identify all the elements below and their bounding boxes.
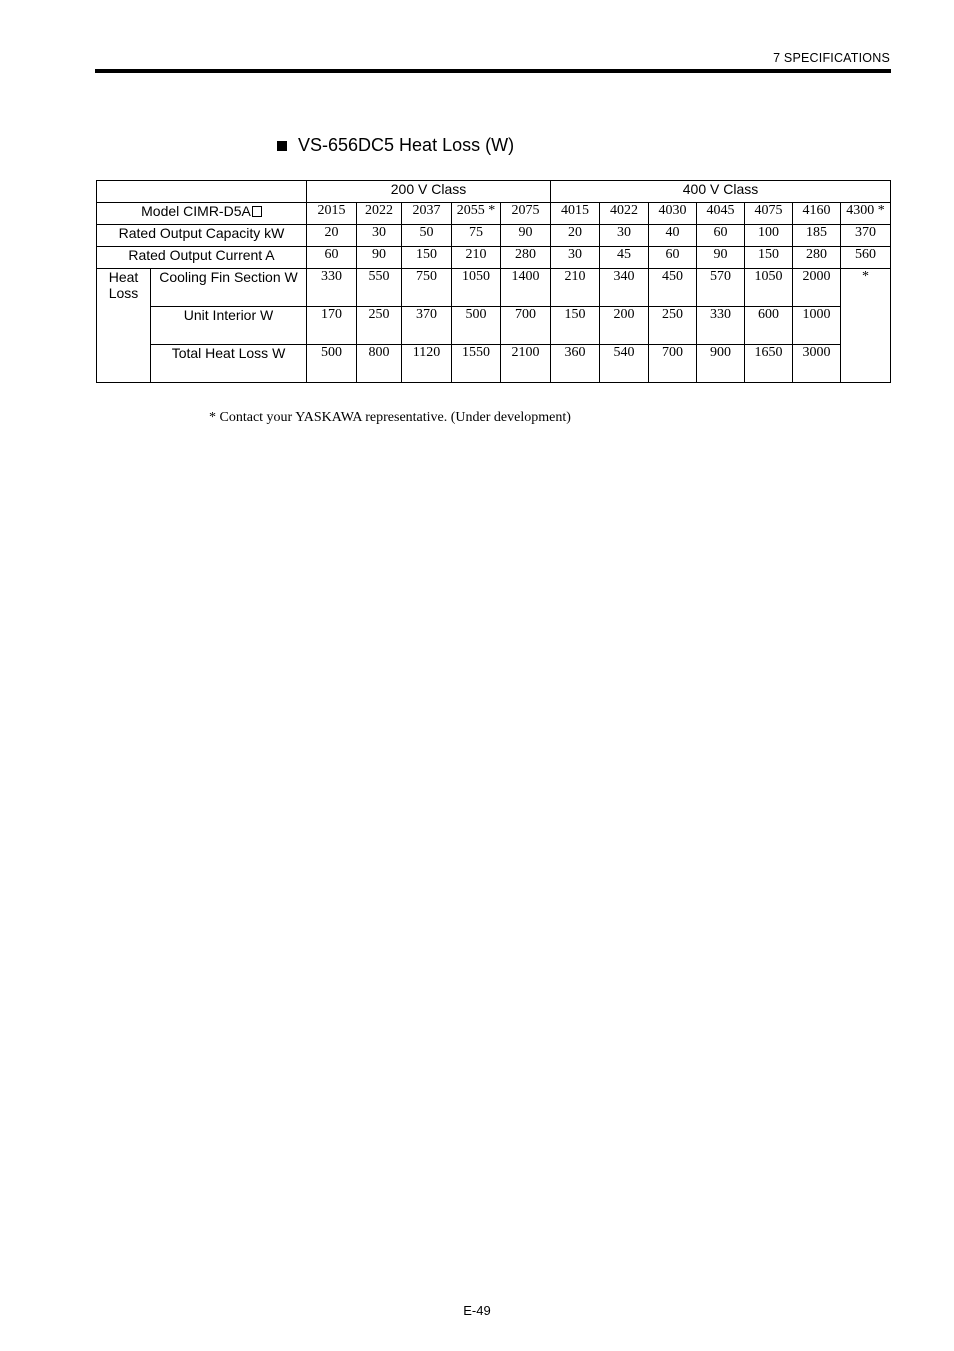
total-cell: 1120 <box>402 345 452 383</box>
table-row <box>97 247 891 269</box>
capacity-cell: 20 <box>307 225 357 247</box>
current-cell: 30 <box>551 247 600 269</box>
interior-cell: 250 <box>649 307 697 345</box>
capacity-cell: 40 <box>649 225 697 247</box>
cooling-cell: 750 <box>402 269 452 307</box>
class-400-header: 400 V Class <box>551 181 891 203</box>
total-cell: 500 <box>307 345 357 383</box>
cooling-cell: 2000 <box>793 269 841 307</box>
capacity-label: Rated Output Capacity kW <box>97 225 307 247</box>
model-cell: 4022 <box>600 203 649 225</box>
heat-loss-label: Heat Loss <box>97 269 151 383</box>
current-cell: 60 <box>307 247 357 269</box>
cooling-cell: 330 <box>307 269 357 307</box>
capacity-cell: 100 <box>745 225 793 247</box>
current-cell: 560 <box>841 247 891 269</box>
cooling-cell: 1400 <box>501 269 551 307</box>
interior-cell: 600 <box>745 307 793 345</box>
class-200-header: 200 V Class <box>307 181 551 203</box>
heat-loss-4300-cell: * <box>841 269 891 383</box>
total-cell: 360 <box>551 345 600 383</box>
cooling-cell: 1050 <box>452 269 501 307</box>
total-cell: 1650 <box>745 345 793 383</box>
model-label: Model CIMR-D5A <box>97 203 307 225</box>
model-cell: 2022 <box>357 203 402 225</box>
current-cell: 150 <box>402 247 452 269</box>
table-row <box>97 269 891 307</box>
total-cell: 900 <box>697 345 745 383</box>
section-header: 7 SPECIFICATIONS <box>773 51 890 65</box>
total-cell: 3000 <box>793 345 841 383</box>
current-cell: 280 <box>793 247 841 269</box>
interior-cell: 370 <box>402 307 452 345</box>
model-cell: 2037 <box>402 203 452 225</box>
model-cell: 2075 <box>501 203 551 225</box>
cooling-cell: 1050 <box>745 269 793 307</box>
capacity-cell: 90 <box>501 225 551 247</box>
capacity-cell: 75 <box>452 225 501 247</box>
section-title-text: VS-656DC5 Heat Loss (W) <box>298 135 515 155</box>
capacity-cell: 370 <box>841 225 891 247</box>
total-cell: 2100 <box>501 345 551 383</box>
table-row <box>97 225 891 247</box>
current-label: Rated Output Current A <box>97 247 307 269</box>
interior-cell: 1000 <box>793 307 841 345</box>
current-cell: 60 <box>649 247 697 269</box>
total-label: Total Heat Loss W <box>151 345 307 383</box>
current-cell: 280 <box>501 247 551 269</box>
page-number: E-49 <box>463 1303 491 1318</box>
cooling-cell: 450 <box>649 269 697 307</box>
capacity-cell: 20 <box>551 225 600 247</box>
cooling-cell: 550 <box>357 269 402 307</box>
table-row <box>97 307 891 345</box>
current-cell: 150 <box>745 247 793 269</box>
capacity-cell: 30 <box>600 225 649 247</box>
capacity-cell: 60 <box>697 225 745 247</box>
model-cell: 2055 * <box>452 203 501 225</box>
model-cell: 4075 <box>745 203 793 225</box>
cooling-cell: 340 <box>600 269 649 307</box>
footnote: * Contact your YASKAWA representative. (Under development) <box>209 410 571 425</box>
capacity-cell: 50 <box>402 225 452 247</box>
interior-cell: 150 <box>551 307 600 345</box>
current-cell: 90 <box>697 247 745 269</box>
total-cell: 800 <box>357 345 402 383</box>
model-cell: 4030 <box>649 203 697 225</box>
interior-cell: 700 <box>501 307 551 345</box>
interior-cell: 500 <box>452 307 501 345</box>
current-cell: 45 <box>600 247 649 269</box>
table-row <box>97 203 891 225</box>
model-cell: 4300 * <box>841 203 891 225</box>
interior-cell: 330 <box>697 307 745 345</box>
interior-cell: 170 <box>307 307 357 345</box>
current-cell: 210 <box>452 247 501 269</box>
box-placeholder-icon <box>252 206 262 217</box>
model-cell: 2015 <box>307 203 357 225</box>
capacity-cell: 185 <box>793 225 841 247</box>
cooling-cell: 570 <box>697 269 745 307</box>
model-cell: 4160 <box>793 203 841 225</box>
square-bullet-icon <box>277 141 287 151</box>
capacity-cell: 30 <box>357 225 402 247</box>
model-cell: 4015 <box>551 203 600 225</box>
interior-cell: 250 <box>357 307 402 345</box>
total-cell: 1550 <box>452 345 501 383</box>
total-cell: 700 <box>649 345 697 383</box>
cooling-label: Cooling Fin Section W <box>151 269 307 307</box>
cooling-cell: 210 <box>551 269 600 307</box>
section-title <box>277 135 514 156</box>
total-cell: 540 <box>600 345 649 383</box>
heat-loss-table <box>96 180 891 383</box>
table-row <box>97 181 891 203</box>
header-rule <box>95 69 891 73</box>
blank-header-cell <box>97 181 307 203</box>
model-cell: 4045 <box>697 203 745 225</box>
interior-cell: 200 <box>600 307 649 345</box>
interior-label: Unit Interior W <box>151 307 307 345</box>
current-cell: 90 <box>357 247 402 269</box>
table-row <box>97 345 891 383</box>
